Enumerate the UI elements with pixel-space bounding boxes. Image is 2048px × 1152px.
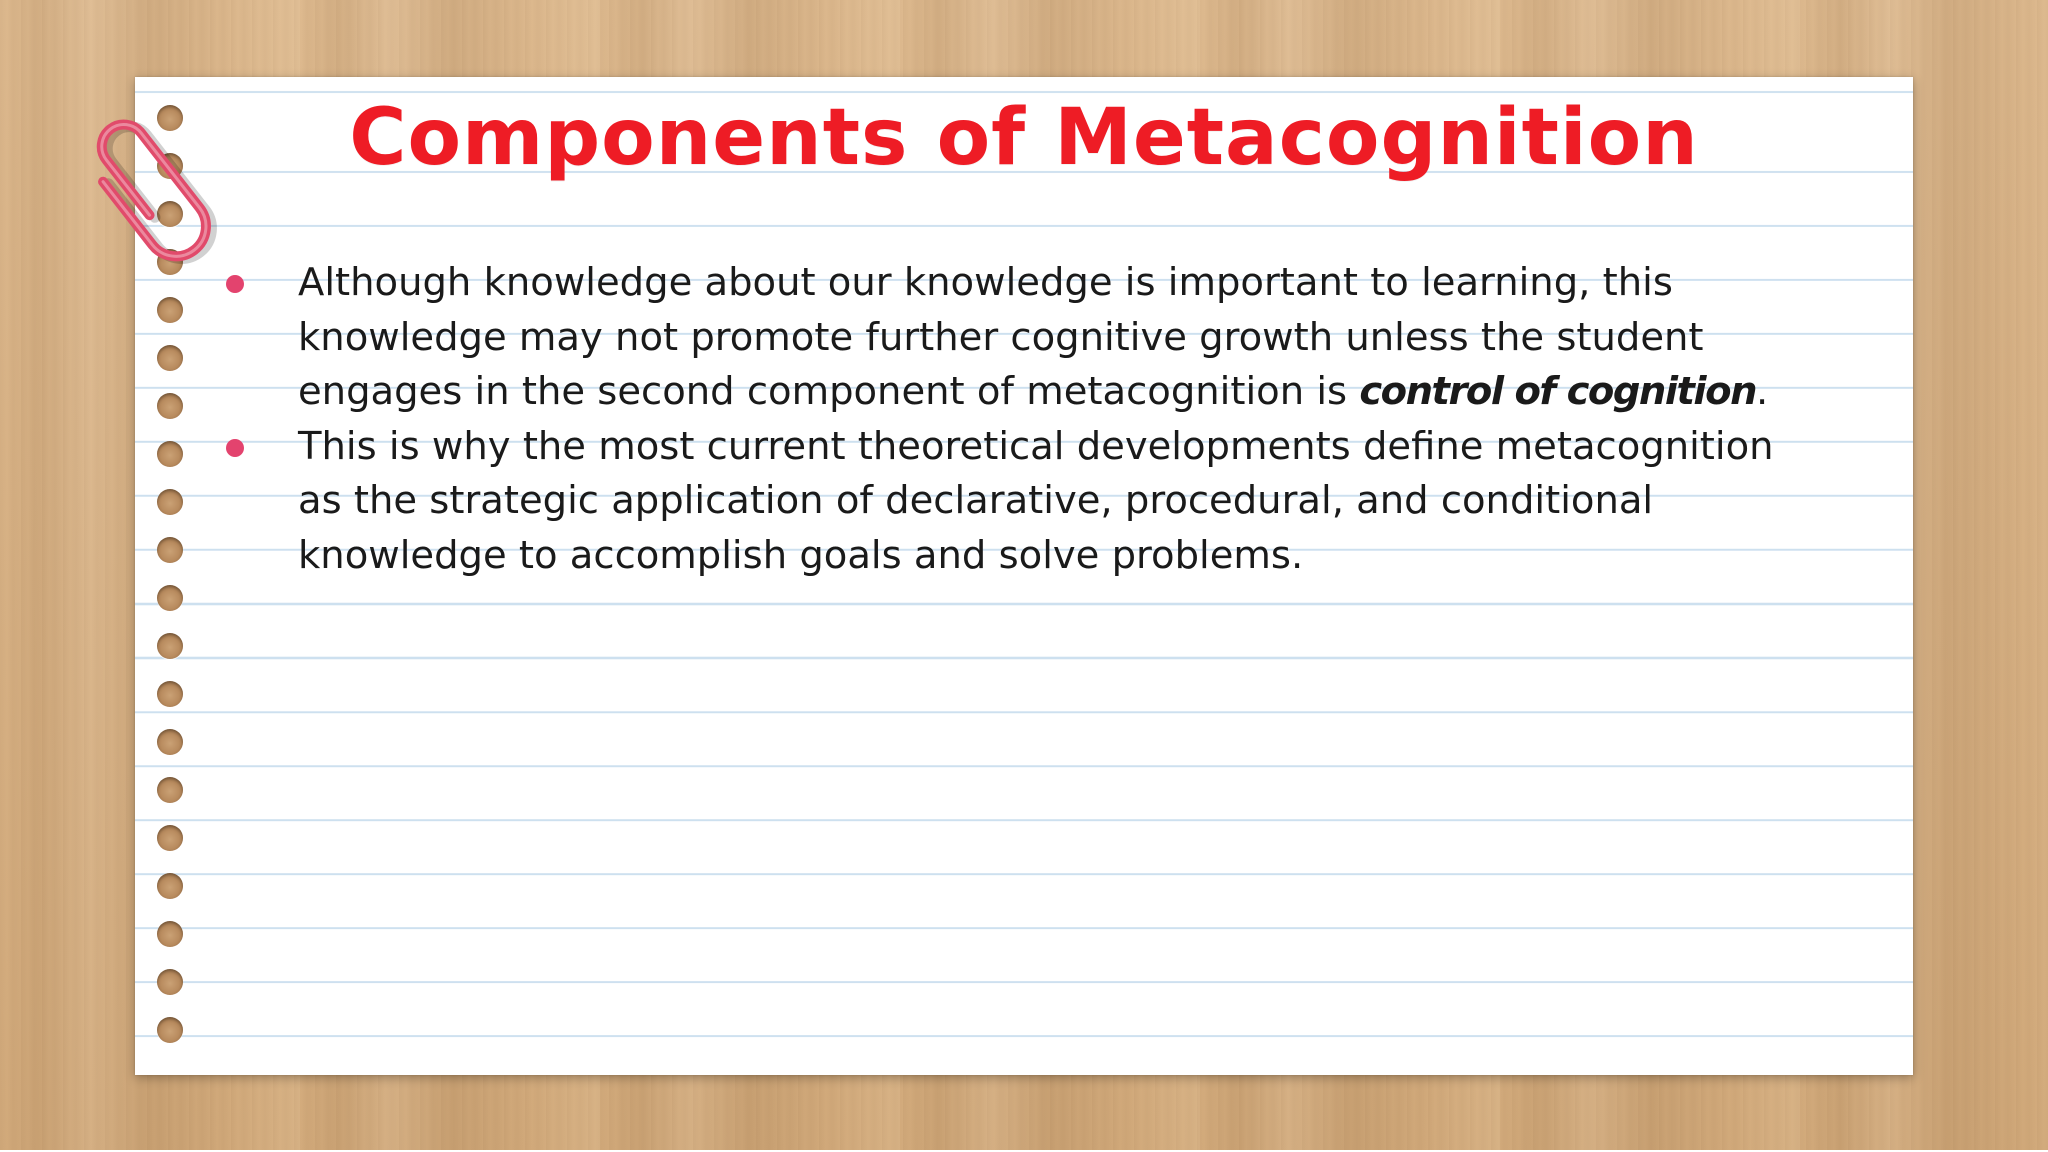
bullet-item (298, 256, 1808, 420)
bullet-dot-icon (226, 275, 244, 293)
bullet-list (298, 256, 1808, 583)
binder-hole-icon (157, 873, 183, 899)
binder-hole-icon (157, 441, 183, 467)
binder-hole-icon (157, 729, 183, 755)
binder-hole-icon (157, 969, 183, 995)
binder-hole-icon (157, 921, 183, 947)
bullet-text-end: . (1755, 369, 1769, 414)
binder-hole-icon (157, 777, 183, 803)
binder-hole-icon (157, 537, 183, 563)
bullet-emphasis: control of cognition (1359, 369, 1756, 414)
bullet-dot-icon (226, 439, 244, 457)
binder-hole-icon (157, 585, 183, 611)
binder-hole-icon (157, 393, 183, 419)
bullet-item (298, 420, 1808, 584)
binder-hole-icon (157, 489, 183, 515)
bullet-text: This is why the most current theoretical developments define metacognition as the strategic application of declarative, procedural, and conditional knowledge to accomplish goals and solve problems. (298, 423, 1774, 578)
binder-hole-icon (157, 297, 183, 323)
bullet-text: Although knowledge about our knowledge is important to learning, this knowledge may not promote further cognitive growth unless the student engages in the second component of metacognition is (298, 260, 1704, 414)
binder-hole-icon (157, 1017, 183, 1043)
binder-hole-icon (157, 345, 183, 371)
binder-hole-icon (157, 633, 183, 659)
binder-hole-icon (157, 681, 183, 707)
slide-title: Components of Metacognition (349, 93, 1699, 183)
binder-hole-icon (157, 825, 183, 851)
